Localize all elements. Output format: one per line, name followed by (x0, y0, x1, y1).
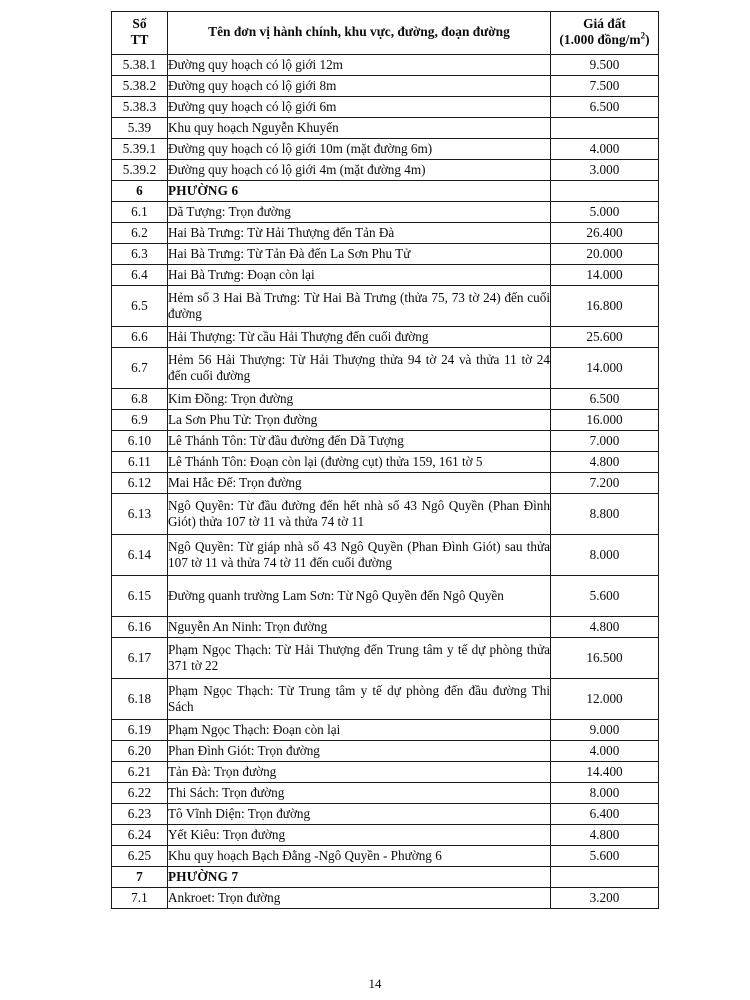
table-row (112, 264, 659, 285)
cell-name: Đường quy hoạch có lộ giới 4m (mặt đường 4m) (168, 159, 551, 180)
table-header (112, 12, 659, 55)
table-row (112, 803, 659, 824)
cell-stt: 6.24 (112, 824, 168, 845)
cell-stt: 6.20 (112, 740, 168, 761)
cell-price: 20.000 (551, 243, 659, 264)
cell-price: 6.500 (551, 388, 659, 409)
cell-stt: 5.39 (112, 117, 168, 138)
cell-price: 16.800 (551, 285, 659, 326)
cell-name: Phạm Ngọc Thạch: Đoạn còn lại (168, 719, 551, 740)
column-header-name: Tên đơn vị hành chính, khu vực, đường, đoạn đường (168, 12, 551, 55)
table-row (112, 285, 659, 326)
cell-name: Đường quy hoạch có lộ giới 8m (168, 75, 551, 96)
table-row (112, 347, 659, 388)
cell-stt: 6.3 (112, 243, 168, 264)
column-header-stt-line1: Số (132, 16, 147, 31)
cell-name: Phan Đình Giót: Trọn đường (168, 740, 551, 761)
cell-price: 9.000 (551, 719, 659, 740)
cell-stt: 6.19 (112, 719, 168, 740)
table-row (112, 472, 659, 493)
cell-stt: 6.10 (112, 430, 168, 451)
column-header-price-line1: Giá đất (583, 16, 626, 31)
cell-name: Tô Vĩnh Diện: Trọn đường (168, 803, 551, 824)
cell-price: 7.000 (551, 430, 659, 451)
cell-stt: 6.6 (112, 326, 168, 347)
table-row (112, 493, 659, 534)
cell-name: Khu quy hoạch Nguyễn Khuyến (168, 117, 551, 138)
cell-name: PHƯỜNG 7 (168, 866, 551, 887)
cell-price: 6.500 (551, 96, 659, 117)
table-row (112, 866, 659, 887)
cell-price: 9.500 (551, 54, 659, 75)
table-row (112, 782, 659, 803)
cell-stt: 5.38.2 (112, 75, 168, 96)
cell-stt: 6 (112, 180, 168, 201)
cell-stt: 5.39.2 (112, 159, 168, 180)
cell-stt: 5.38.3 (112, 96, 168, 117)
price-unit-prefix: (1.000 đồng/m (559, 32, 641, 48)
cell-stt: 6.5 (112, 285, 168, 326)
cell-price: 14.000 (551, 347, 659, 388)
cell-name: Tản Đà: Trọn đường (168, 761, 551, 782)
cell-stt: 5.39.1 (112, 138, 168, 159)
price-unit-suffix: ) (645, 32, 650, 48)
table-row (112, 740, 659, 761)
cell-price: 26.400 (551, 222, 659, 243)
cell-name: Đường quy hoạch có lộ giới 12m (168, 54, 551, 75)
table-row (112, 201, 659, 222)
cell-stt: 6.21 (112, 761, 168, 782)
cell-stt: 6.11 (112, 451, 168, 472)
cell-name: Dã Tượng: Trọn đường (168, 201, 551, 222)
cell-name: Phạm Ngọc Thạch: Từ Hải Thượng đến Trung tâm y tế dự phòng thửa 371 tờ 22 (168, 637, 551, 678)
cell-price: 5.000 (551, 201, 659, 222)
cell-stt: 6.12 (112, 472, 168, 493)
cell-price: 25.600 (551, 326, 659, 347)
table-row (112, 117, 659, 138)
table-header-row (112, 12, 659, 55)
cell-stt: 6.1 (112, 201, 168, 222)
table-row (112, 616, 659, 637)
table-row (112, 637, 659, 678)
table-row (112, 409, 659, 430)
table-row (112, 54, 659, 75)
table-row (112, 845, 659, 866)
cell-price: 6.400 (551, 803, 659, 824)
table-row (112, 243, 659, 264)
cell-name: La Sơn Phu Tử: Trọn đường (168, 409, 551, 430)
cell-stt: 6.9 (112, 409, 168, 430)
table-row (112, 159, 659, 180)
table-row (112, 575, 659, 616)
cell-stt: 6.16 (112, 616, 168, 637)
cell-name: Hai Bà Trưng: Từ Hải Thượng đến Tản Đà (168, 222, 551, 243)
table-row (112, 761, 659, 782)
table-row (112, 887, 659, 908)
cell-name: Khu quy hoạch Bạch Đằng -Ngô Quyền - Phường 6 (168, 845, 551, 866)
cell-price: 4.000 (551, 138, 659, 159)
cell-stt: 6.14 (112, 534, 168, 575)
column-header-stt (112, 12, 168, 55)
cell-name: Thi Sách: Trọn đường (168, 782, 551, 803)
cell-name: Ngô Quyền: Từ giáp nhà số 43 Ngô Quyền (Phan Đình Giót) sau thửa 107 tờ 11 và thửa 74 tờ 11 đến cuối đường (168, 534, 551, 575)
cell-stt: 6.4 (112, 264, 168, 285)
table-row (112, 326, 659, 347)
cell-name: Lê Thánh Tôn: Từ đầu đường đến Dã Tượng (168, 430, 551, 451)
cell-name: Nguyễn An Ninh: Trọn đường (168, 616, 551, 637)
cell-name: Đường quy hoạch có lộ giới 6m (168, 96, 551, 117)
cell-name: Ngô Quyền: Từ đầu đường đến hết nhà số 43 Ngô Quyền (Phan Đình Giót) thửa 107 tờ 11 và thửa 74 tờ 11 (168, 493, 551, 534)
cell-stt: 6.23 (112, 803, 168, 824)
cell-price: 4.800 (551, 824, 659, 845)
cell-stt: 6.8 (112, 388, 168, 409)
cell-name: Lê Thánh Tôn: Đoạn còn lại (đường cụt) thửa 159, 161 tờ 5 (168, 451, 551, 472)
land-price-table (111, 11, 659, 909)
cell-stt: 7.1 (112, 887, 168, 908)
cell-price: 8.000 (551, 782, 659, 803)
price-unit-exponent: 2 (640, 30, 646, 41)
cell-price: 4.800 (551, 451, 659, 472)
cell-price: 7.200 (551, 472, 659, 493)
cell-stt: 6.18 (112, 678, 168, 719)
cell-stt: 7 (112, 866, 168, 887)
cell-price: 3.200 (551, 887, 659, 908)
cell-name: Hẻm 56 Hải Thượng: Từ Hải Thượng thửa 94 tờ 24 và thửa 11 tờ 24 đến cuối đường (168, 347, 551, 388)
cell-price: 5.600 (551, 575, 659, 616)
table-row (112, 96, 659, 117)
cell-name: Yết Kiêu: Trọn đường (168, 824, 551, 845)
cell-name: Kim Đồng: Trọn đường (168, 388, 551, 409)
cell-price: 14.400 (551, 761, 659, 782)
table-row (112, 534, 659, 575)
table-row (112, 180, 659, 201)
cell-price: 3.000 (551, 159, 659, 180)
cell-name: Đường quy hoạch có lộ giới 10m (mặt đường 6m) (168, 138, 551, 159)
cell-price: 4.000 (551, 740, 659, 761)
column-header-stt-line2: TT (130, 32, 149, 48)
cell-name: Phạm Ngọc Thạch: Từ Trung tâm y tế dự phòng đến đầu đường Thi Sách (168, 678, 551, 719)
page-number: 14 (368, 976, 382, 991)
cell-price: 16.000 (551, 409, 659, 430)
cell-price: 4.800 (551, 616, 659, 637)
cell-price (551, 180, 659, 201)
cell-stt: 6.2 (112, 222, 168, 243)
cell-name: Ankroet: Trọn đường (168, 887, 551, 908)
cell-price: 16.500 (551, 637, 659, 678)
table-row (112, 451, 659, 472)
cell-price: 5.600 (551, 845, 659, 866)
cell-name: Mai Hắc Đế: Trọn đường (168, 472, 551, 493)
cell-stt: 5.38.1 (112, 54, 168, 75)
cell-stt: 6.15 (112, 575, 168, 616)
cell-name: Hẻm số 3 Hai Bà Trưng: Từ Hai Bà Trưng (thửa 75, 73 tờ 24) đến cuối đường (168, 285, 551, 326)
table-row (112, 222, 659, 243)
cell-price: 8.000 (551, 534, 659, 575)
cell-name: PHƯỜNG 6 (168, 180, 551, 201)
table-row (112, 75, 659, 96)
table-row (112, 678, 659, 719)
column-header-price-unit (559, 32, 649, 47)
cell-stt: 6.13 (112, 493, 168, 534)
table-row (112, 430, 659, 451)
table-row (112, 138, 659, 159)
cell-stt: 6.7 (112, 347, 168, 388)
cell-price: 14.000 (551, 264, 659, 285)
cell-price (551, 866, 659, 887)
table-row (112, 719, 659, 740)
cell-price (551, 117, 659, 138)
cell-stt: 6.25 (112, 845, 168, 866)
table-body (112, 54, 659, 908)
table-row (112, 824, 659, 845)
cell-stt: 6.17 (112, 637, 168, 678)
cell-name: Đường quanh trường Lam Sơn: Từ Ngô Quyền đến Ngô Quyền (168, 575, 551, 616)
column-header-price (551, 12, 659, 55)
cell-stt: 6.22 (112, 782, 168, 803)
cell-name: Hai Bà Trưng: Từ Tản Đà đến La Sơn Phu Tử (168, 243, 551, 264)
cell-price: 8.800 (551, 493, 659, 534)
cell-price: 7.500 (551, 75, 659, 96)
cell-name: Hai Bà Trưng: Đoạn còn lại (168, 264, 551, 285)
cell-name: Hải Thượng: Từ cầu Hải Thượng đến cuối đường (168, 326, 551, 347)
table-row (112, 388, 659, 409)
cell-price: 12.000 (551, 678, 659, 719)
